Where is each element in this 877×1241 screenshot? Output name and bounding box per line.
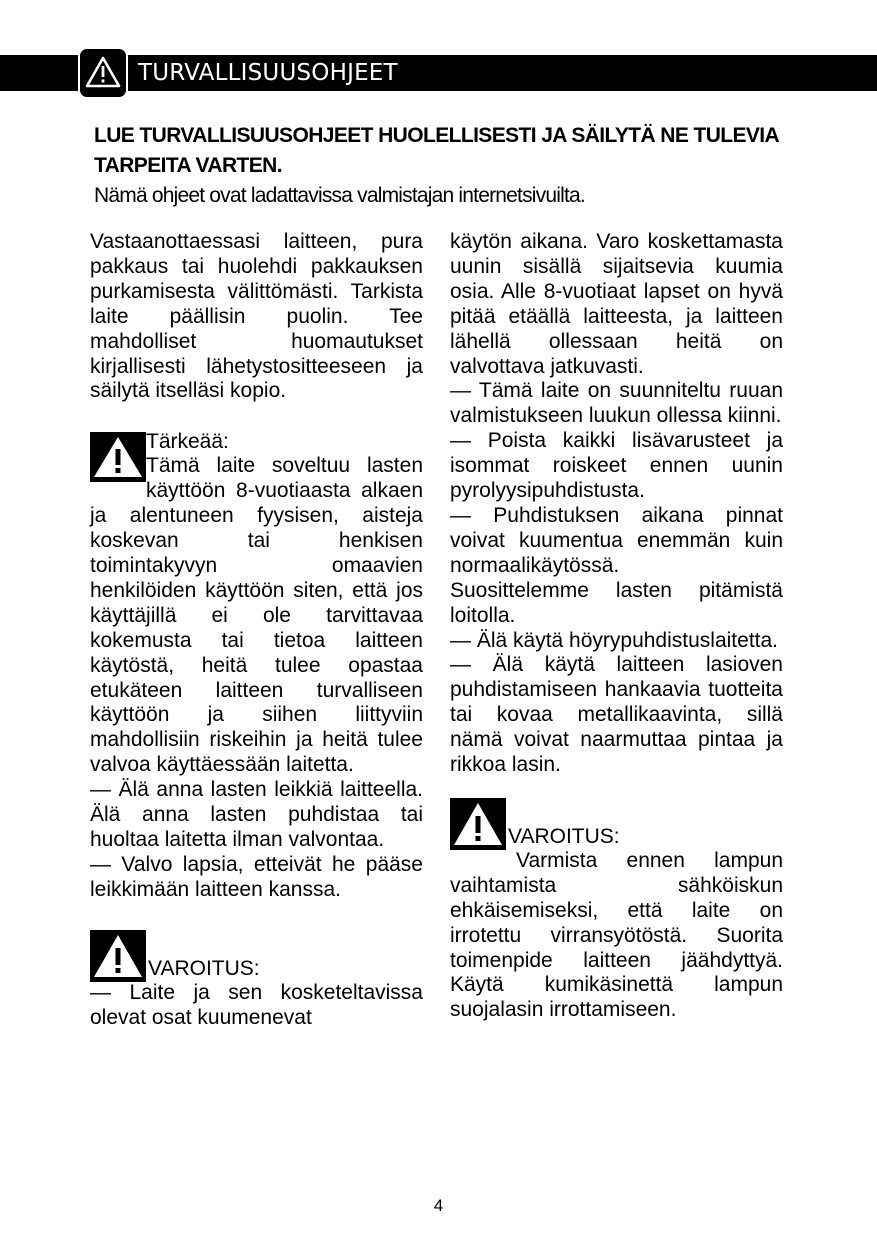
warning-icon <box>90 930 146 982</box>
bullet-remove-accessories: — Poista kaikki lisävarusteet ja isommat roiskeet ennen uunin pyrolyysipuhdistusta. <box>450 429 783 503</box>
warning-text: Varmista ennen lampun vaihtamista sähköiskun ehkäisemiseksi, että laite on irrotettu virransyötöstä. Suorita toimenpide laitteen jäähdyttyä. Käytä kumikäsinettä lampun suojalasin irrottamiseen. <box>450 848 783 1022</box>
warning-icon <box>450 798 506 850</box>
header-bar <box>0 55 877 91</box>
warning-icon <box>90 432 146 482</box>
warning-block-right <box>450 798 783 1023</box>
warning-block-left <box>90 930 423 1031</box>
warning-text: — Laite ja sen kosketeltavissa olevat osat kuumenevat <box>90 980 423 1029</box>
left-column <box>90 230 423 1030</box>
bullet-no-abrasives: — Älä käytä laitteen lasioven puhdistamiseen hankaavia tuotteita tai kovaa metallikaavinta, sillä nämä voivat naarmuttaa pintaa ja rikkoa lasin. <box>450 653 783 777</box>
intro-subtext: Nämä ohjeet ovat ladattavissa valmistajan internetsivuilta. <box>94 184 585 207</box>
bullet-door-closed: — Tämä laite on suunniteltu ruuan valmistukseen luukun ollessa kiinni. <box>450 379 783 428</box>
page-number: 4 <box>433 1196 444 1215</box>
warning-label: VAROITUS: <box>148 956 260 980</box>
warning-label: VAROITUS: <box>508 824 620 848</box>
intro-paragraph: Vastaanottaessasi laitteen, pura pakkaus tai huolehdi pakkauksen purkamisesta välittömästi. Tarkista laite päällisin puolin. Tee mahdolliset huomautukset kirjallisesti lähetystositteeseen ja säilytä itselläsi kopio. <box>90 230 423 403</box>
page-title: TURVALLISUUSOHJEET <box>138 60 398 86</box>
bullet-supervise: — Valvo lapsia, etteivät he pääse leikkimään laitteen kanssa. <box>90 852 423 901</box>
header-warning-box <box>78 47 128 99</box>
bullet-no-steam: — Älä käytä höyrypuhdistuslaitetta. <box>450 628 779 652</box>
important-label: Tärkeää: <box>146 430 229 454</box>
bullet-no-play: — Älä anna lasten leikkiä laitteella. Älä anna lasten puhdistaa tai huoltaa laitetta ilman valvontaa. <box>90 778 423 851</box>
continued-paragraph: käytön aikana. Varo koskettamasta uunin sisällä sijaitsevia kuumia osia. Alle 8-vuotiaat lapset on hyvä pitää etäällä laitteesta, ja laitteen lähellä ollessaan heitä on valvottava jatkuvasti. <box>450 230 783 378</box>
important-block <box>90 429 423 778</box>
warning-triangle-icon <box>85 55 121 89</box>
intro-heading: LUE TURVALLISUUSOHJEET HUOLELLISESTI JA SÄILYTÄ NE TULEVIA TARPEITA VARTEN. <box>94 124 779 177</box>
bullet-hot-surfaces: — Puhdistuksen aikana pinnat voivat kuumentua enemmän kuin normaalikäytössä. <box>450 503 783 577</box>
advice-children: Suosittelemme lasten pitämistä loitolla. <box>450 578 783 627</box>
right-column <box>450 230 783 1023</box>
important-text: Tämä laite soveltuu lasten käyttöön 8-vuotiaasta alkaen ja alentuneen fyysisen, aisteja koskevan tai henkisen toimintakyvyn omaavien henkilöiden käyttöön siten, että jos käyttäjillä ei ole tarvittavaa kokemusta tai tietoa laitteen käytöstä, heitä tulee opastaa etukäteen laitteen turvalliseen käyttöön ja siihen liittyviin mahdollisiin riskeihin ja heitä tulee valvoa käyttäessään laitetta. <box>90 454 423 777</box>
